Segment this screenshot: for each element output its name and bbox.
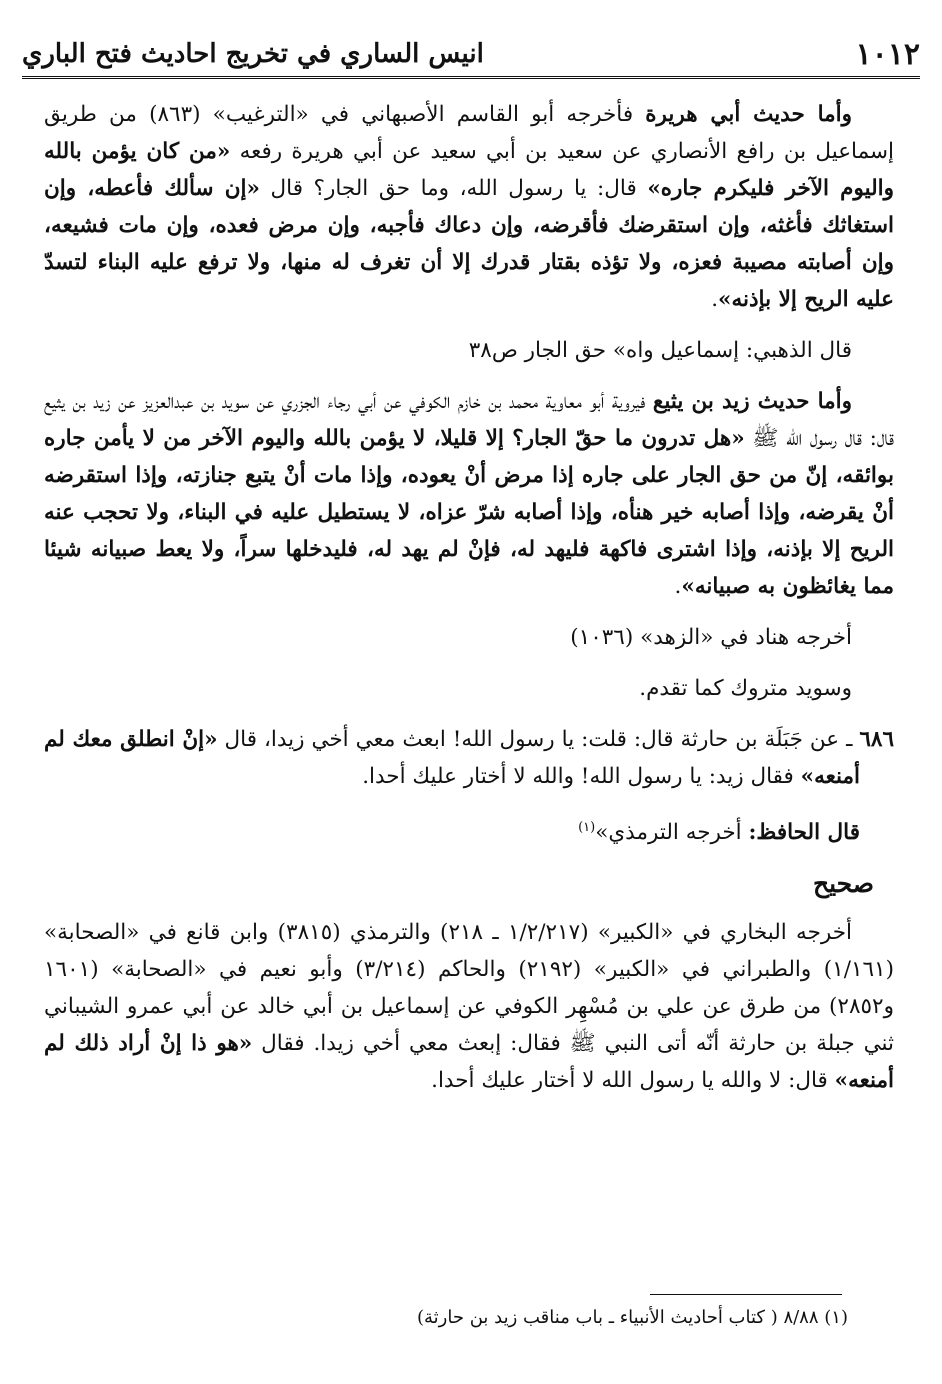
footnote-separator bbox=[650, 1294, 842, 1295]
paragraph-lead: وأما حديث أبي هريرة bbox=[645, 102, 852, 127]
page-header bbox=[22, 32, 920, 79]
running-title: انيس الساري في تخريج احاديث فتح الباري bbox=[22, 39, 484, 69]
paragraph-lead: وأما حديث زيد بن يثيع bbox=[652, 389, 852, 414]
paragraph-takhrij bbox=[44, 914, 894, 1099]
footnote-marker: (١) bbox=[824, 1307, 848, 1328]
hadith-quote: «هو ذا إنْ أراد ذلك لم أمنعه» bbox=[44, 1031, 894, 1094]
paragraph-abu-hurayra bbox=[44, 96, 894, 318]
page-number: ١٠١٢ bbox=[855, 36, 920, 72]
hadith-text: فقال زيد: يا رسول الله! والله لا أختار عليك أحدا. bbox=[362, 764, 801, 789]
hadith-text: عن جَبَلَة بن حارثة قال: قلت: يا رسول الله! ابعث معي أخي زيدا، قال bbox=[217, 727, 840, 752]
footnote bbox=[40, 1304, 848, 1332]
paragraph-end: . bbox=[711, 287, 719, 312]
hafiz-label: قال الحافظ: bbox=[748, 820, 860, 846]
hadith-dash: ـ bbox=[839, 727, 860, 752]
hadith-quote: «من كان يؤمن بالله واليوم الآخر فليكرم جاره» bbox=[44, 139, 894, 201]
paragraph-dhahabi: قال الذهبي: إسماعيل واه» حق الجار ص٣٨ bbox=[468, 338, 852, 363]
paragraph-end: . bbox=[674, 574, 682, 599]
paragraph-text: فأخرجه أبو القاسم الأصبهاني في «الترغيب» (٨٦٣) من طريق إسماعيل بن رافع الأنصاري عن سعيد بن أبي سعيد عن أبي هريرة رفعه bbox=[44, 102, 894, 164]
paragraph-suwayd: وسويد متروك كما تقدم. bbox=[639, 676, 852, 701]
page-body bbox=[44, 96, 894, 1113]
paragraph-text: قال: لا والله يا رسول الله لا أختار عليك أحدا. bbox=[431, 1068, 835, 1094]
hadith-number: ٦٨٦ bbox=[859, 727, 895, 752]
footnote-text: ٨/٨٨ ( كتاب أحاديث الأنبياء ـ باب مناقب زيد بن حارثة) bbox=[416, 1307, 825, 1328]
hafiz-text: أخرجه الترمذي» bbox=[595, 820, 749, 846]
grade-heading: صحيح bbox=[812, 869, 874, 899]
paragraph-hannad: أخرجه هناد في «الزهد» (١٠٣٦) bbox=[570, 625, 852, 650]
footnote-reference: (١) bbox=[578, 820, 596, 835]
paragraph-text: أخرجه البخاري في «الكبير» (١/٢/٢١٧ ـ ٢١٨) والترمذي (٣٨١٥) وابن قانع في «الصحابة» (١/١٦١) والطبراني في «الكبير» (٢١٩٢) والحاكم (٣/٢١٤) وأبو نعيم في «الصحابة» (١٦٠١ و٢٨٥٢) من طرق عن علي بن مُسْهِر الكوفي عن إسماعيل بن أبي خالد عن أبي عمرو الشيباني ثني جبلة بن حارثة أنّه أتى النبي ﷺ فقال: إبعث معي أخي زيدا. فقال bbox=[44, 920, 894, 1057]
hadith-quote: «هل تدرون ما حقّ الجار؟ إلا قليلا، لا يؤمن بالله واليوم الآخر من لا يأمن جاره بوائقه، إنّ من حق الجار على جاره إذا مرض أنْ يعوده، وإذا مات أنْ يتبع جنازته، وإذا استقرضه أنْ يقرضه، وإذا أصابه خير هنأه، وإذا أصابه شرّ عزاه، لا يستطيل عليه في البناء، ولا تحجب عنه الريح إلا بإذنه، وإذا اشترى فاكهة فليهد له، فإنْ لم يهد له، فليدخلها سراً، ولا يعط صبيانه شيئا مما يغائظون به صبيانه» bbox=[44, 426, 894, 599]
hafiz-statement bbox=[44, 809, 894, 851]
hadith-quote: «إنْ انطلق معك لم أمنعه» bbox=[44, 727, 860, 789]
paragraph-text: فيروية أبو معاوية محمد بن خازم الكوفي عن أبي رجاء الجزري عن سويد بن عبدالعزيز عن زيد بن يثيع قال: قال رسول الله ﷺ bbox=[44, 389, 894, 451]
paragraph-text: قال: يا رسول الله، وما حق الجار؟ قال bbox=[259, 176, 648, 201]
hadith-entry bbox=[44, 721, 894, 795]
hadith-quote: «إن سألك فأعطه، وإن استغاثك فأغثه، وإن استقرضك فأقرضه، وإن دعاك فأجبه، وإن مرض فعده، وإن مات فشيعه، وإن أصابته مصيبة فعزه، ولا تؤذه بقتار قدرك إلا أن تغرف له منها، ولا ترفع عليه البناء لتسدّ عليه الريح إلا بإذنه» bbox=[44, 176, 894, 312]
paragraph-zayd-ibn-yuthay bbox=[44, 383, 894, 605]
